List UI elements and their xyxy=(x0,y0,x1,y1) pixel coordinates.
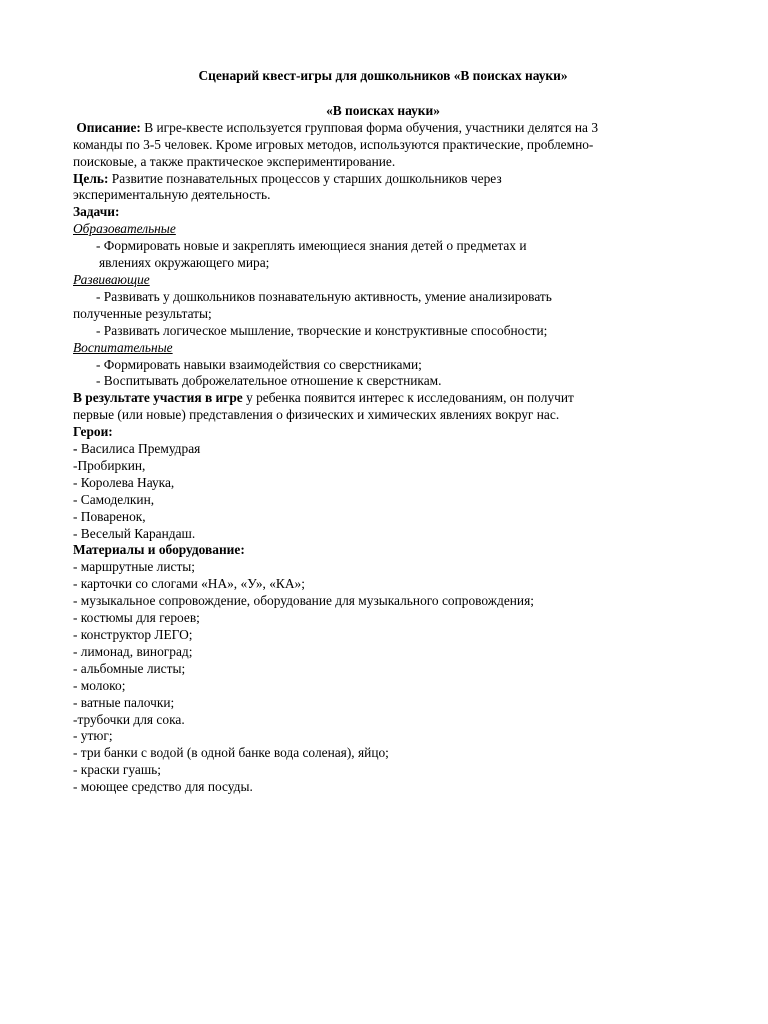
hero-item: - Самоделкин, xyxy=(73,491,155,507)
upbringing-item-2: - Воспитывать доброжелательное отношение к сверстникам. xyxy=(96,373,442,389)
document-title: Сценарий квест-игры для дошкольников «В поисках науки» xyxy=(198,68,568,83)
result-text: у ребенка появится интерес к исследованиям, он получит xyxy=(242,390,574,406)
material-item: - музыкальное сопровождение, оборудование для музыкального сопровождения; xyxy=(73,593,534,609)
goal-line xyxy=(73,171,693,188)
hero-item: - Веселый Карандаш. xyxy=(73,525,196,541)
educational-label: Образовательные xyxy=(73,221,176,237)
material-item: - лимонад, виноград; xyxy=(73,643,193,659)
material-item: - краски гуашь; xyxy=(73,762,162,778)
heroes-heading: Герои: xyxy=(73,424,113,440)
developing-heading xyxy=(73,272,693,289)
developing-item-1: - Развивать у дошкольников познавательную активность, умение анализировать xyxy=(96,288,552,304)
material-item: - маршрутные листы; xyxy=(73,559,196,575)
description-line-3: поисковые, а также практическое экспериментирование. xyxy=(73,153,396,169)
spacer xyxy=(73,85,693,103)
upbringing-item-1: - Формировать навыки взаимодействия со сверстниками; xyxy=(96,356,422,372)
materials-heading: Материалы и оборудование: xyxy=(73,542,245,558)
hero-dash: - xyxy=(73,441,78,457)
material-item: - костюмы для героев; xyxy=(73,610,200,626)
goal-text: Развитие познавательных процессов у старших дошкольников через xyxy=(108,170,502,186)
description-line-2: команды по 3-5 человек. Кроме игровых методов, используются практические, проблемно- xyxy=(73,136,594,152)
material-item: - молоко; xyxy=(73,677,126,693)
hero-name: Василиса Премудрая xyxy=(77,441,201,457)
educational-item: - Формировать новые и закреплять имеющиеся знания детей о предметах и xyxy=(96,238,527,254)
description-line xyxy=(73,120,693,137)
hero-item xyxy=(73,441,693,458)
result-label: В результате участия в игре xyxy=(73,390,243,406)
result-line xyxy=(73,390,693,407)
material-item: - альбомные листы; xyxy=(73,660,186,676)
material-item: - утюг; xyxy=(73,728,113,744)
hero-item: -Пробиркин, xyxy=(73,457,146,473)
tasks-heading: Задачи: xyxy=(73,204,120,220)
upbringing-heading xyxy=(73,340,693,357)
material-item: - ватные палочки; xyxy=(73,694,175,710)
material-item: - карточки со слогами «НА», «У», «КА»; xyxy=(73,576,305,592)
goal-line-2: экспериментальную деятельность. xyxy=(73,187,271,203)
hero-item: - Королева Наука, xyxy=(73,474,175,490)
document-page xyxy=(73,68,693,796)
document-subtitle: «В поисках науки» xyxy=(326,102,440,118)
description-text: В игре-квесте используется групповая форма обучения, участники делятся на 3 xyxy=(140,119,599,135)
upbringing-label: Воспитательные xyxy=(73,339,173,355)
material-item: - три банки с водой (в одной банке вода соленая), яйцо; xyxy=(73,745,389,761)
description-label: Описание: xyxy=(76,119,141,135)
goal-label: Цель: xyxy=(73,170,109,186)
material-item: - конструктор ЛЕГО; xyxy=(73,627,193,642)
educational-item-cont: явлениях окружающего мира; xyxy=(99,255,270,271)
material-item: -трубочки для сока. xyxy=(73,711,185,727)
educational-heading xyxy=(73,221,693,238)
developing-item-1-cont: полученные результаты; xyxy=(73,305,212,321)
hero-item: - Поваренок, xyxy=(73,508,146,524)
developing-label: Развивающие xyxy=(73,271,150,287)
developing-item-2: - Развивать логическое мышление, творческие и конструктивные способности; xyxy=(96,322,548,338)
material-item: - моющее средство для посуды. xyxy=(73,779,253,795)
result-line-2: первые (или новые) представления о физических и химических явлениях вокруг нас. xyxy=(73,407,560,423)
